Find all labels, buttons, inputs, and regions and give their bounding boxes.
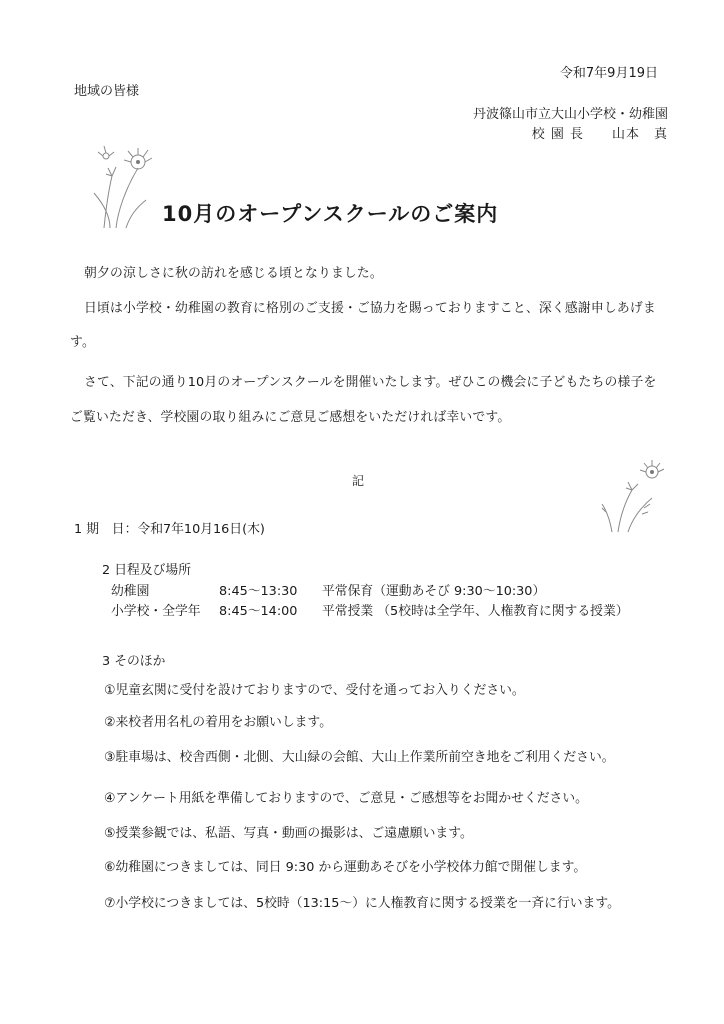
greeting-paragraph: 朝夕の涼しさに秋の訪れを感じる頃となりました。 xyxy=(84,266,383,281)
schedule-content-kindergarten: 平常保育（運動あそび 9:30～10:30） xyxy=(322,584,546,599)
flower-sketch-icon xyxy=(598,458,668,534)
other-item-2: ②来校者用名札の着用をお願いします。 xyxy=(104,715,332,730)
other-item-5: ⑤授業参観では、私語、写真・動画の撮影は、ご遠慮願います。 xyxy=(104,826,473,841)
other-item-1: ①児童玄関に受付を設けておりますので、受付を通ってお入りください。 xyxy=(104,683,525,698)
notice-paragraph-line2: ご覧いただき、学校園の取り組みにご意見ご感想をいただければ幸いです。 xyxy=(70,410,511,425)
addressee: 地域の皆様 xyxy=(74,84,140,99)
other-item-6: ⑥幼稚園につきましては、同日 9:30 から運動あそびを小学校体力館で開催します。 xyxy=(104,860,587,875)
sender-name: 校 園 長 山本 真 xyxy=(531,127,668,142)
schedule-content-school: 平常授業 （5校時は全学年、人権教育に関する授業） xyxy=(322,604,629,619)
thanks-paragraph-line2: す。 xyxy=(70,335,95,350)
other-item-4: ④アンケート用紙を準備しておりますので、ご意見・ご感想等をお聞かせください。 xyxy=(104,791,588,806)
ki-heading: 記 xyxy=(352,474,365,488)
sender-organization: 丹波篠山市立大山小学校・幼稚園 xyxy=(472,107,668,122)
thanks-paragraph-line1: 日頃は小学校・幼稚園の教育に格別のご支援・ご協力を賜っておりますこと、深く感謝申しあげま xyxy=(84,301,656,316)
schedule-heading: 2 日程及び場所 xyxy=(102,563,191,578)
letter-date: 令和7年9月19日 xyxy=(559,66,658,81)
other-item-7: ⑦小学校につきましては、5校時（13:15～）に人権教育に関する授業を一斉に行います。 xyxy=(104,896,620,911)
notice-paragraph-line1: さて、下記の通り10月のオープンスクールを開催いたします。ぜひこの機会に子どもたちの様子を xyxy=(84,375,657,390)
page-title: 10月のオープンスクールのご案内 xyxy=(162,202,499,226)
schedule-time-school: 8:45～14:00 xyxy=(219,604,298,619)
section-date: 1 期 日：令和7年10月16日(木) xyxy=(74,522,265,537)
schedule-place-school: 小学校・全学年 xyxy=(111,604,201,619)
schedule-time-kindergarten: 8:45～13:30 xyxy=(219,584,298,599)
other-heading: 3 そのほか xyxy=(102,654,166,669)
schedule-place-kindergarten: 幼稚園 xyxy=(111,584,150,599)
flower-sketch-icon xyxy=(86,138,166,230)
other-item-3: ③駐車場は、校舎西側・北側、大山緑の会館、大山上作業所前空き地をご利用ください。 xyxy=(104,750,615,765)
